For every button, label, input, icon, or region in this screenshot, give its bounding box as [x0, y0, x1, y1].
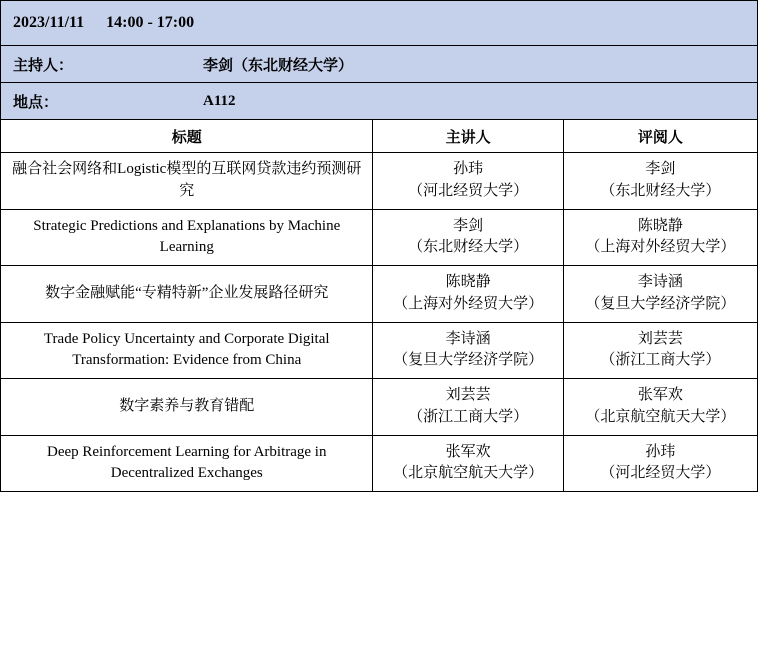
table-row [1, 266, 758, 323]
session-time: 14:00 - 17:00 [106, 14, 195, 31]
reviewer-affiliation: （浙江工商大学） [600, 352, 721, 369]
paper-speaker [373, 153, 563, 210]
reviewer-affiliation: （河北经贸大学） [600, 465, 721, 482]
speaker-affiliation: （河北经贸大学） [408, 182, 529, 199]
speaker-name: 孙玮 [453, 161, 484, 177]
paper-reviewer [563, 209, 757, 266]
speaker-name: 陈晓静 [445, 274, 491, 290]
chair-value: 李剑（东北财经大学） [203, 57, 354, 74]
session-datetime-row [1, 1, 758, 46]
paper-reviewer [563, 435, 757, 492]
session-chair-row [1, 46, 758, 83]
table-row [1, 322, 758, 379]
table-row [1, 435, 758, 492]
reviewer-name: 李剑 [645, 161, 676, 177]
table-header-row [1, 120, 758, 153]
speaker-affiliation: （东北财经大学） [408, 239, 529, 256]
paper-title: 数字金融赋能“专精特新”企业发展路径研究 [1, 266, 373, 323]
paper-speaker [373, 379, 563, 436]
speaker-name: 李剑 [453, 217, 484, 234]
session-venue-row [1, 83, 758, 120]
paper-title: Deep Reinforcement Learning for Arbitrage in Decentralized Exchanges [1, 435, 373, 492]
speaker-affiliation: （上海对外经贸大学） [393, 295, 544, 312]
venue-value: A112 [203, 92, 236, 109]
paper-reviewer [563, 379, 757, 436]
column-header-speaker: 主讲人 [373, 120, 563, 153]
paper-title: 数字素养与教育错配 [1, 379, 373, 436]
table-row [1, 209, 758, 266]
session-chair-cell [1, 46, 758, 83]
paper-reviewer [563, 322, 757, 379]
column-header-title: 标题 [1, 120, 373, 153]
paper-title: Strategic Predictions and Explanations by Machine Learning [1, 209, 373, 266]
reviewer-name: 陈晓静 [637, 217, 683, 234]
reviewer-name: 李诗涵 [637, 274, 683, 290]
reviewer-name: 张军欢 [637, 387, 683, 403]
reviewer-affiliation: （复旦大学经济学院） [585, 295, 736, 312]
paper-title: 融合社会网络和Logistic模型的互联网贷款违约预测研究 [1, 153, 373, 210]
table-row [1, 379, 758, 436]
reviewer-affiliation: （上海对外经贸大学） [585, 239, 736, 256]
venue-label: 地点： [13, 94, 59, 111]
reviewer-name: 刘芸芸 [637, 330, 683, 347]
table-row [1, 153, 758, 210]
reviewer-affiliation: （东北财经大学） [600, 182, 721, 199]
chair-label: 主持人： [13, 57, 74, 74]
paper-speaker [373, 322, 563, 379]
speaker-name: 李诗涵 [445, 330, 491, 347]
speaker-affiliation: （复旦大学经济学院） [393, 352, 544, 369]
column-header-reviewer: 评阅人 [563, 120, 757, 153]
session-date: 2023/11/11 [13, 14, 85, 31]
paper-speaker [373, 266, 563, 323]
paper-title: Trade Policy Uncertainty and Corporate Digital Transformation: Evidence from China [1, 322, 373, 379]
paper-reviewer [563, 153, 757, 210]
speaker-affiliation: （浙江工商大学） [408, 408, 529, 425]
paper-speaker [373, 435, 563, 492]
paper-reviewer [563, 266, 757, 323]
reviewer-name: 孙玮 [645, 443, 676, 460]
speaker-affiliation: （北京航空航天大学） [393, 465, 544, 482]
speaker-name: 刘芸芸 [445, 387, 491, 403]
paper-speaker [373, 209, 563, 266]
speaker-name: 张军欢 [445, 443, 491, 460]
session-datetime-cell [1, 1, 758, 46]
session-venue-cell [1, 83, 758, 120]
reviewer-affiliation: （北京航空航天大学） [585, 408, 736, 425]
